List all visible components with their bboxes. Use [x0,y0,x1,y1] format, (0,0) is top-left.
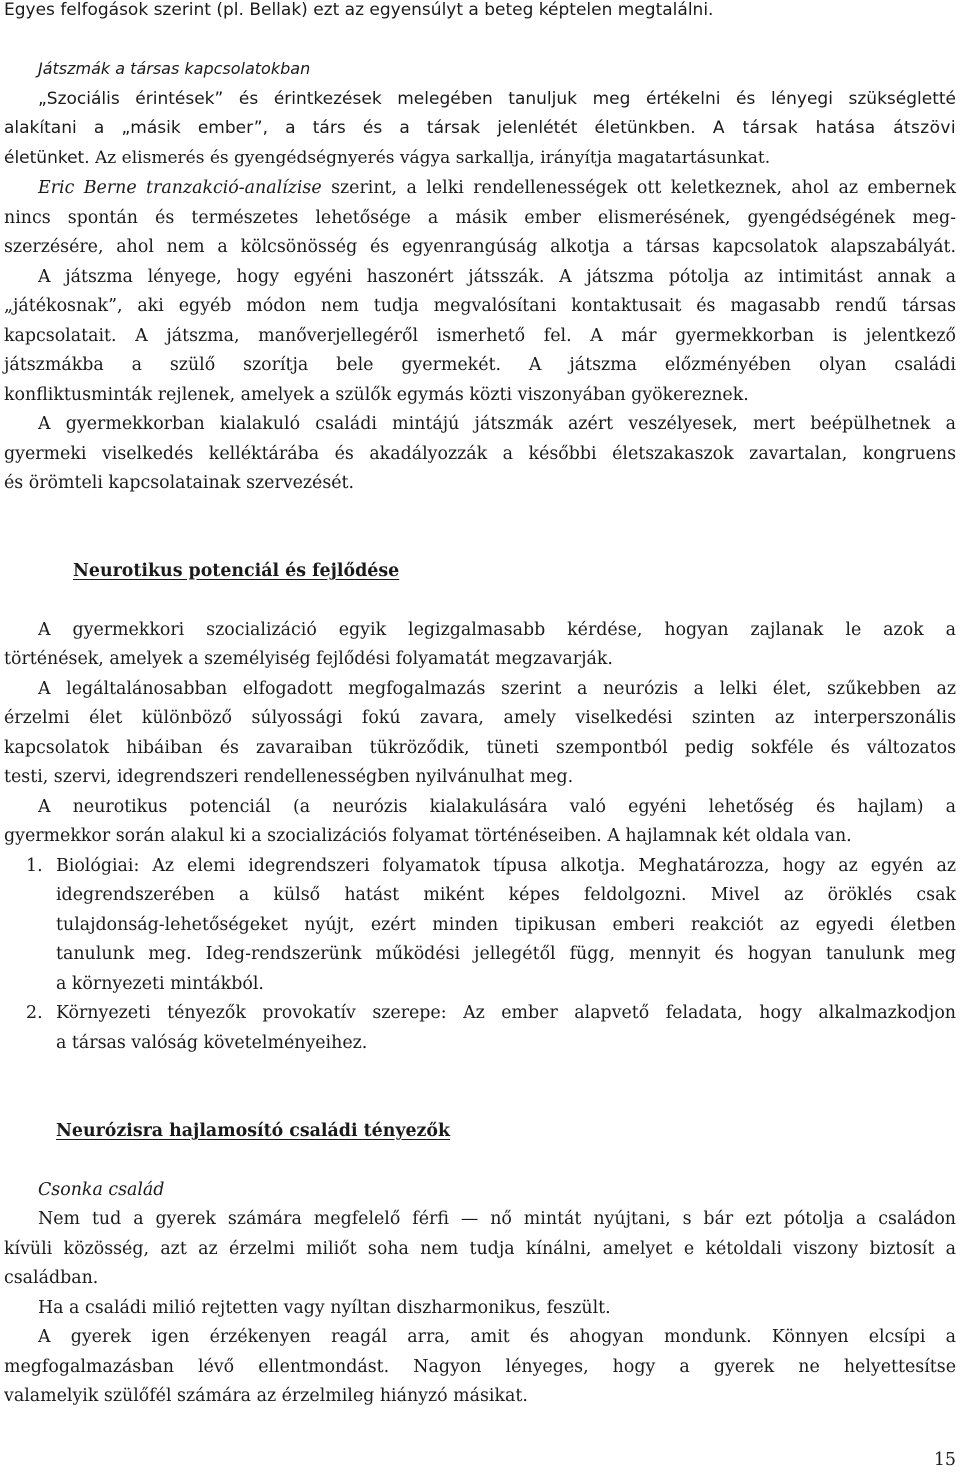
paragraph-line: érzelmi élet különböző súlyossági fokú zavara, amely viselkedési szinten az interperszonális [4,708,956,728]
intro-line: Egyes felfogások szerint (pl. Bellak) ezt az egyensúlyt a beteg képtelen megtalálni. [4,0,714,20]
list-item-line: Biológiai: Az elemi idegrendszeri folyamatok típusa alkotja. Meghatározza, hogy az egyén az [56,856,956,876]
paragraph-line: A legáltalánosabban elfogadott megfogalmazás szerint a neurózis a lelki élet, szűkebben az [38,679,956,699]
author-theory-reference: Eric Berne tranzakció-analízise [38,178,322,198]
paragraph-line: kívüli közösség, azt az érzelmi miliőt soha nem tudja kínálni, amelyet e kétoldali viszony biztosít a [4,1239,956,1259]
paragraph-line: gyermekkor során alakul ki a szocializációs folyamat történéseiben. A hajlamnak két oldala van. [4,826,852,846]
list-item-line: Környezeti tényezők provokatív szerepe: Az ember alapvető feladata, hogy alkalmazkodjon [56,1003,956,1023]
paragraph-segment: alakítani a „másik ember”, a társ és a társak jelenlétét életünkben. [4,118,696,138]
list-item-line: a környezeti mintákból. [56,974,264,994]
paragraph-line: kapcsolatait. A játszma, manőverjellegéről ismerhető fel. A már gyermekkorban is jelentkező [4,326,956,346]
paragraph-line: szerzésére, ahol nem a kölcsönösség és egyenrangúság alkotja a társas kapcsolatok alapszabályát. [4,237,956,257]
paragraph-line: A gyermekkorban kialakuló családi mintájú játszmák azért veszélyesek, mert beépülhetnek a [38,414,956,434]
paragraph-line: nincs spontán és természetes lehetősége a másik ember elismerésének, gyengédségének meg- [4,208,956,228]
paragraph-line: történések, amelyek a személyiség fejlődési folyamatát megzavarják. [4,649,613,669]
paragraph-line: és örömteli kapcsolatainak szervezését. [4,473,355,493]
paragraph-line: konfliktusminták rejlenek, amelyek a szülők egymás közti viszonyában gyökereznek. [4,385,749,405]
paragraph-line: Ha a családi milió rejtetten vagy nyíltan diszharmonikus, feszült. [38,1298,611,1318]
paragraph-segment: életünket. [4,148,90,168]
paragraph-line: A gyerek igen érzékenyen reagál arra, amit és ahogyan mondunk. Könnyen elcsípi a [38,1327,956,1347]
section-heading: Neurotikus potenciál és fejlődése [73,561,400,581]
paragraph-line: A neurotikus potenciál (a neurózis kialakulására való egyéni lehetőség és hajlam) a [38,797,956,817]
paragraph-line: játszmákba a szülő szorítja bele gyermekét. A játszma előzményében olyan családi [4,355,956,375]
section-heading: Neurózisra hajlamosító családi tényezők [56,1121,451,1141]
paragraph-line: kapcsolatok hibáiban és zavaraiban tükröződik, tüneti szempontból pedig sokféle és változatos [4,738,956,758]
paragraph-line: testi, szervi, idegrendszeri rendellenességben nyilvánulhat meg. [4,767,574,787]
paragraph-line [38,176,956,200]
paragraph-line: családban. [4,1268,99,1288]
paragraph-line: megfogalmazásban lévő ellentmondást. Nagyon lényeges, hogy a gyerek ne helyettesítse [4,1357,956,1377]
page-number: 15 [933,1450,956,1470]
list-number: 2. [26,1003,43,1023]
paragraph-line: „Szociális érintések” és érintkezések melegében tanuljuk meg értékelni és lényegi szükségletté [38,89,956,109]
section-subtitle: Játszmák a társas kapcsolatokban [38,59,311,78]
paragraph-line: gyermeki viselkedés kelléktárába és akadályozzák a későbbi életszakaszok zavartalan, kongruens [4,444,956,464]
paragraph-segment: Az elismerés és gyengédségnyerés vágya sarkallja, irányítja magatartásunkat. [95,148,771,168]
paragraph-line: A gyermekkori szocializáció egyik legizgalmasabb kérdése, hogyan zajlanak le azok a [38,620,956,640]
paragraph-line [4,116,956,140]
list-item-line: tanulunk meg. Ideg-rendszerünk működési jellegétől függ, mennyit és hogyan tanulunk meg [56,944,956,964]
paragraph-segment: A társak hatása átszövi [712,118,956,138]
paragraph-line: Nem tud a gyerek számára megfelelő férfi — nő mintát nyújtani, s bár ezt pótolja a családon [38,1209,956,1229]
paragraph-segment: szerint, a lelki rendellenességek ott keletkeznek, ahol az embernek [321,178,956,198]
paragraph-line: valamelyik szülőfél számára az érzelmileg hiányzó másikat. [4,1386,528,1406]
list-number: 1. [26,856,43,876]
section-subtitle: Csonka család [38,1180,165,1200]
list-item-line: a társas valóság követelményeihez. [56,1033,368,1053]
paragraph-line [4,146,956,170]
list-item-line: idegrendszerében a külső hatást miként képes feldolgozni. Mivel az öröklés csak [56,885,956,905]
paragraph-line: A játszma lényege, hogy egyéni haszonért játsszák. A játszma pótolja az intimitást annak a [38,267,956,287]
paragraph-line: „játékosnak”, aki egyéb módon nem tudja megvalósítani kontaktusait és magasabb rendű társas [4,296,956,316]
list-item-line: tulajdonság-lehetőségeket nyújt, ezért minden tipikusan emberi reakciót az egyedi életben [56,915,956,935]
